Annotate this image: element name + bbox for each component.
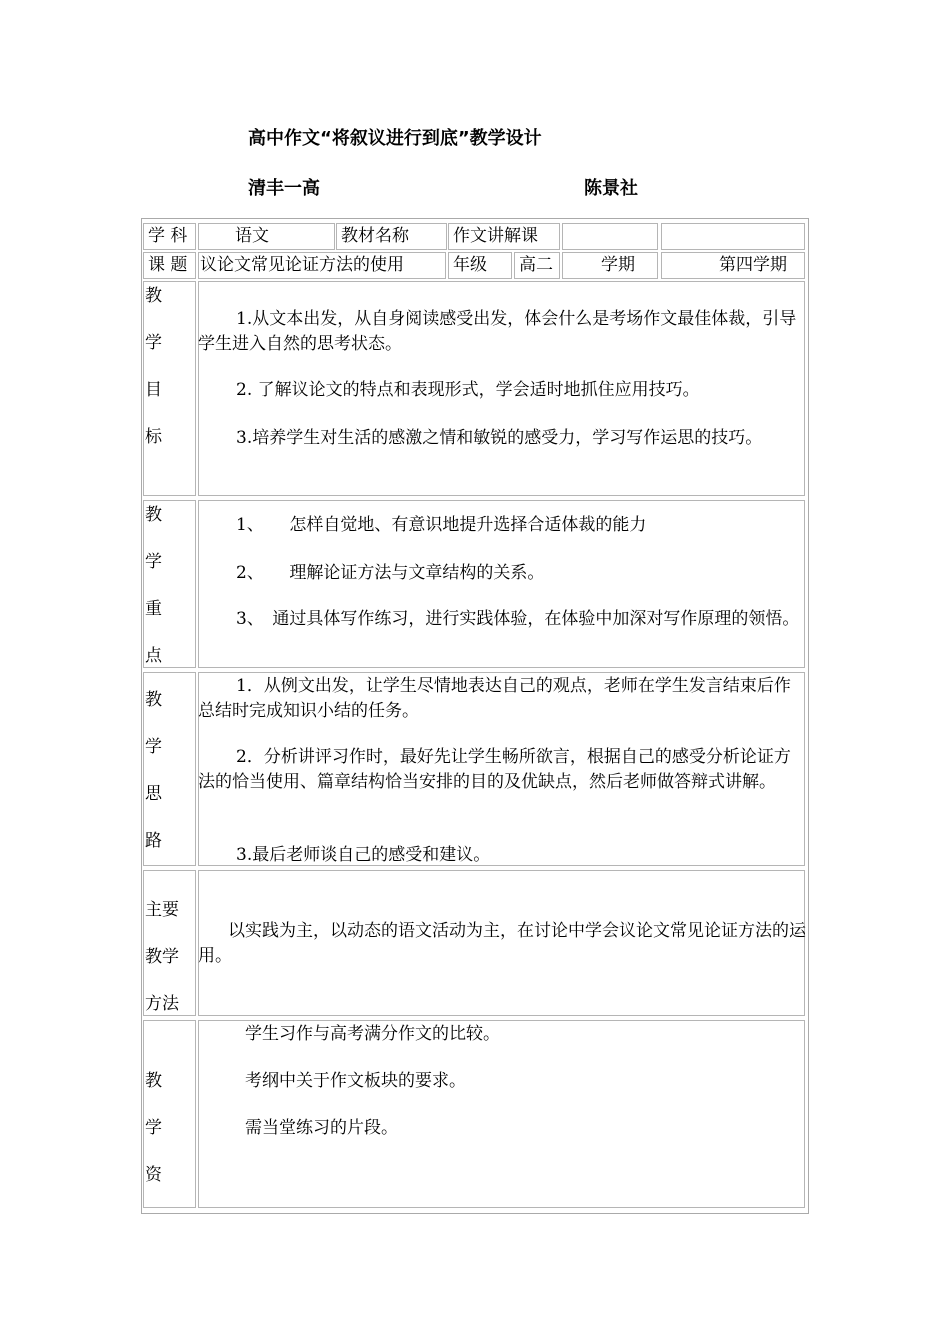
subject-label: 学 科 [143,223,196,250]
empty-cell-1 [562,223,658,250]
resource-item: 需当堂练习的片段。 [245,1118,398,1138]
textbook-value: 作文讲解课 [448,223,560,250]
approach-item: 3.最后老师谈自己的感受和建议。 [236,845,491,865]
keypoint-item: 2、 理解论证方法与文章结构的关系。 [236,563,545,583]
goal-item: 3.培养学生对生活的感激之情和敏锐的感受力，学习写作运思的技巧。 [236,428,763,448]
approach-label: 教 学 思 路 [145,690,162,851]
keypoints-label: 教 学 重 点 [145,505,162,666]
empty-cell-2 [661,223,805,250]
topic-value: 议论文常见论证方法的使用 [198,252,446,279]
keypoint-item: 1、 怎样自觉地、有意识地提升选择合适体裁的能力 [236,515,647,535]
author-name: 陈景社 [584,178,638,199]
school-name: 清丰一高 [248,178,320,199]
keypoint-item: 3、 通过具体写作练习，进行实践体验，在体验中加深对写作原理的领悟。 [236,609,800,629]
resource-item: 学生习作与高考满分作文的比较。 [245,1024,500,1044]
term-label: 学期 [562,252,658,279]
resources-content-cell [198,1020,805,1208]
approach-item: 2．分析讲评习作时，最好先让学生畅所欲言，根据自己的感受分析论证方法的恰当使用、篇章结构恰当安排的目的及优缺点，然后老师做答辩式讲解。 [198,747,791,792]
goal-item: 2. 了解议论文的特点和表现形式，学会适时地抓住应用技巧。 [236,380,700,400]
subject-value: 语文 [198,223,335,250]
topic-label: 课 题 [143,252,196,279]
goal-item: 1.从文本出发，从自身阅读感受出发，体会什么是考场作文最佳体裁，引导学生进入自然的思考状态。 [198,309,797,354]
term-value: 第四学期 [661,252,805,279]
goals-label: 教 学 目 标 [145,286,162,447]
methods-label: 主要 教学 方法 [145,900,179,1014]
grade-label: 年级 [448,252,512,279]
document-title: 高中作文“将叙议进行到底”教学设计 [248,128,542,149]
approach-item: 1．从例文出发，让学生尽情地表达自己的观点，老师在学生发言结束后作总结时完成知识小结的任务。 [198,676,791,721]
textbook-label: 教材名称 [336,223,447,250]
grade-value: 高二 [514,252,560,279]
methods-text: 以实践为主，以动态的语文活动为主，在讨论中学会议论文常见论证方法的运用。 [198,921,806,966]
resource-item: 考纲中关于作文板块的要求。 [245,1071,466,1091]
resources-label: 教 学 资 [145,1071,162,1185]
